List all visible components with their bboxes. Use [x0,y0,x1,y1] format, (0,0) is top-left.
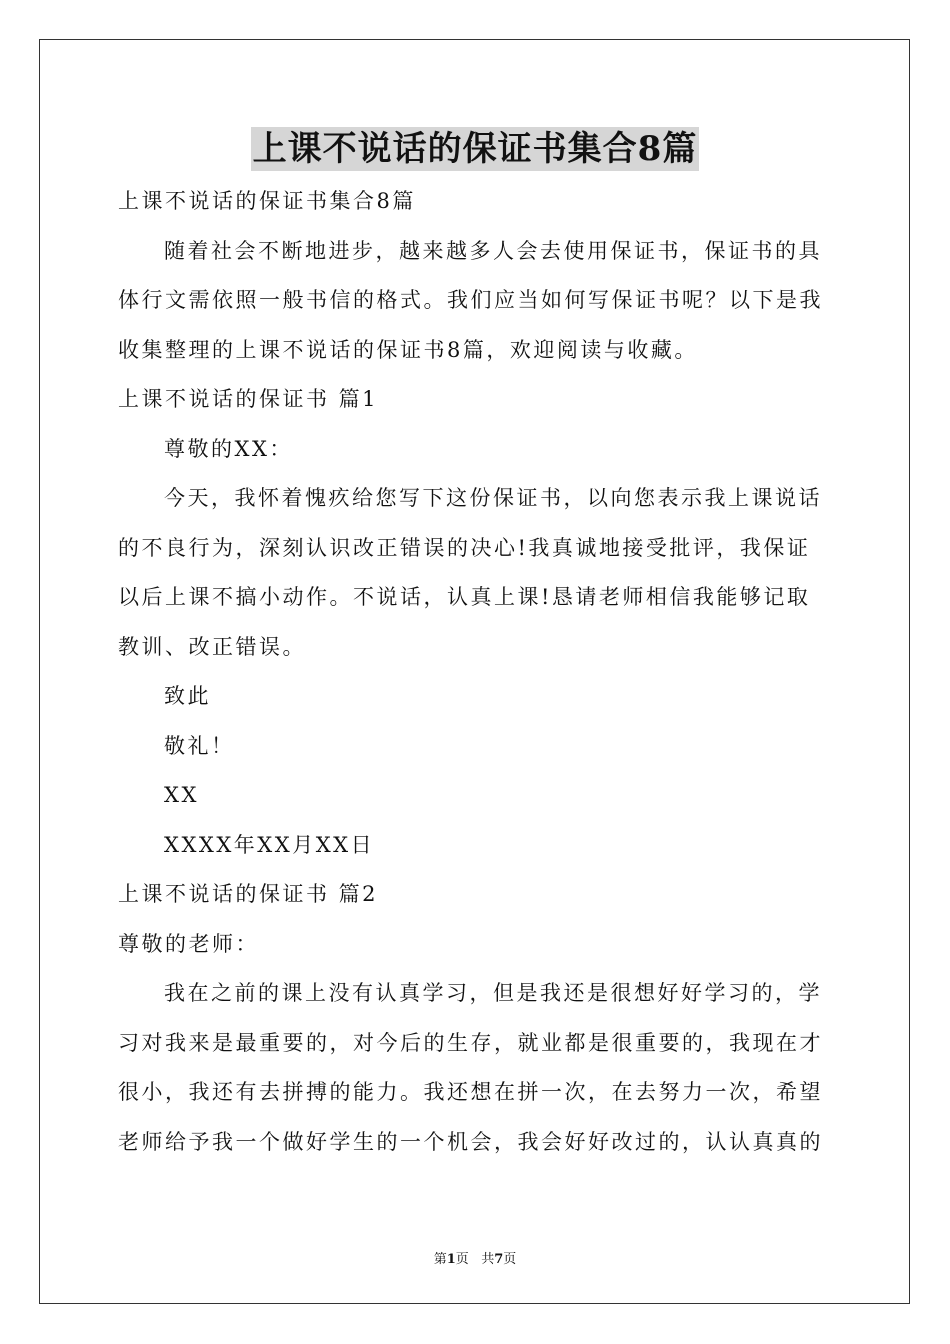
footer-page-unit: 页 [455,1252,469,1267]
salutation: 尊敬的XX： [164,436,293,461]
paragraph-line: 教训、改正错误。 [118,634,306,659]
section-heading: 上课不说话的保证书 篇2 [118,882,379,906]
paragraph-line: 习对我来是最重要的，对今后的生存，就业都是很重要的，我现在才 [118,1030,823,1055]
footer-prefix: 第 [433,1252,447,1267]
paragraph-line: 的不良行为，深刻认识改正错误的决心!我真诚地接受批评，我保证 [118,535,811,560]
section-heading: 上课不说话的保证书 篇1 [118,387,379,411]
paragraph-line: 很小，我还有去拼搏的能力。我还想在拼一次，在去努力一次，希望 [118,1080,823,1104]
page-footer [0,1248,950,1267]
signature: XX [164,783,199,807]
document-title: 上课不说话的保证书集合8篇 [252,129,698,169]
title-wrap [0,127,950,171]
footer-total-pages: 7 [494,1252,504,1267]
paragraph-line: 老师给予我一个做好学生的一个机会，我会好好改过的，认认真真的 [118,1129,823,1154]
paragraph-line: 今天，我怀着愧疚给您写下这份保证书，以向您表示我上课说话 [164,486,822,510]
closing-line: 致此 [164,684,211,708]
paragraph-line: 收集整理的上课不说话的保证书8篇，欢迎阅读与收藏。 [118,337,698,362]
footer-total-unit: 页 [503,1252,517,1267]
footer-total-prefix: 共 [481,1252,495,1267]
salutation: 尊敬的老师： [118,931,259,956]
paragraph-line: 我在之前的课上没有认真学习，但是我还是很想好好学习的，学 [164,981,822,1005]
closing-line: 敬礼！ [164,733,235,758]
paragraph-line: 体行文需依照一般书信的格式。我们应当如何写保证书呢？以下是我 [118,288,823,312]
subtitle-line: 上课不说话的保证书集合8篇 [118,189,416,213]
paragraph-line: 随着社会不断地进步，越来越多人会去使用保证书，保证书的具 [164,238,822,263]
date-line: XXXX年XX月XX日 [164,832,375,857]
footer-page-number: 1 [446,1252,456,1267]
document-body [118,177,834,1167]
paragraph-line: 以后上课不搞小动作。不说话，认真上课!恳请老师相信我能够记取 [118,585,811,609]
